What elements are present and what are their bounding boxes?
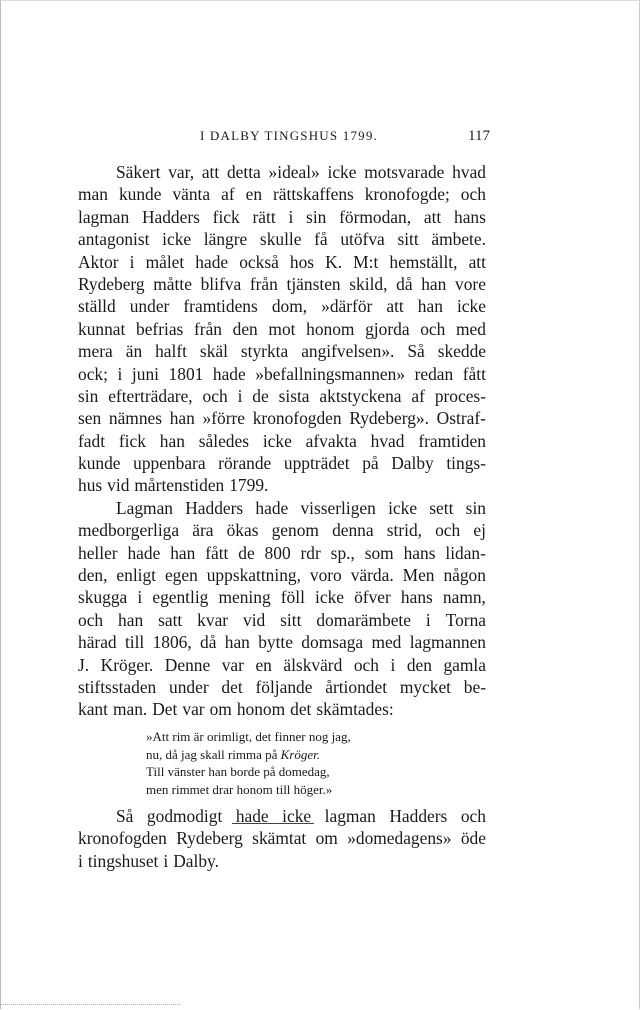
text-line (78, 340, 486, 362)
word: det (290, 699, 312, 720)
word: hemställt, (389, 251, 458, 272)
word: hans (454, 206, 486, 227)
word: hade (235, 805, 269, 826)
word: värda. (350, 565, 394, 586)
text-line (78, 407, 486, 429)
word: längre (203, 229, 248, 250)
word: Rydeberg (176, 828, 243, 849)
word: Hadders (141, 206, 200, 227)
word: fick (118, 430, 146, 451)
text-line (78, 273, 486, 295)
word: redan (414, 363, 454, 384)
word: honom (236, 699, 286, 720)
word: be- (463, 676, 486, 697)
word: i (78, 850, 83, 871)
word: kronofogden (252, 408, 342, 429)
word: en (245, 184, 263, 205)
text-line (78, 318, 486, 340)
word: juni (131, 363, 159, 384)
word: icke (282, 805, 312, 826)
word: hos (289, 251, 315, 272)
verse-line: »Att rim är orimligt, det finner nog jag, (146, 728, 351, 744)
word: Aktor (78, 251, 119, 272)
word: hade (195, 251, 229, 272)
word: han (421, 273, 447, 294)
word: »domedagens» (347, 828, 452, 849)
word: årtiondet (325, 676, 388, 697)
word: 800 (264, 542, 291, 563)
verse-line-text: nu, då jag skall rimma på (146, 746, 278, 762)
word: skedde (437, 341, 486, 362)
word: målet (145, 251, 185, 272)
word: fick (212, 206, 240, 227)
word: Rydeberg». (349, 408, 429, 429)
word: uppskattning, (206, 565, 301, 586)
word: icke (315, 587, 344, 608)
word: han (169, 408, 195, 429)
word: och (353, 654, 379, 675)
word: än (125, 341, 143, 362)
word: K. (325, 251, 343, 272)
word: heller (78, 542, 118, 563)
word: icke (262, 430, 292, 451)
word: hvad (370, 430, 405, 451)
word: och (460, 184, 486, 205)
word: kunde (118, 184, 162, 205)
word: motsvarade (364, 162, 445, 182)
word: sin (465, 497, 486, 518)
text-line (78, 698, 486, 720)
word: måtte (153, 273, 192, 294)
word: »förre (202, 408, 246, 429)
word: 1801 (168, 363, 204, 384)
word: kvar (197, 609, 229, 630)
word: ock; (78, 363, 108, 384)
word: domarämbete (316, 609, 411, 630)
word: uppträdet (283, 453, 350, 474)
word: från (249, 273, 278, 294)
word: befrias (136, 318, 184, 339)
word: ej (473, 520, 486, 541)
word: under (129, 296, 170, 317)
word: icke (162, 229, 192, 250)
word: någon (443, 565, 486, 586)
word: ökas (226, 520, 259, 541)
word: mycket (399, 676, 451, 697)
word: Dalby. (173, 850, 219, 871)
word: i (129, 251, 135, 272)
word: afvakta (305, 430, 357, 451)
text-line (78, 676, 486, 698)
word: det (221, 676, 243, 697)
word: domsaga (301, 632, 364, 653)
word: ära (192, 520, 214, 541)
text-line (78, 519, 486, 541)
text-line (78, 206, 486, 228)
word: icke (327, 162, 357, 182)
paragraph-2 (78, 497, 486, 721)
word: namn, (442, 587, 486, 608)
word: att (386, 296, 404, 317)
word: nämnes (108, 408, 163, 429)
word: i (425, 609, 431, 630)
verse-line: Till vänster han borde på domedag, (146, 764, 330, 780)
word: blifva (200, 273, 242, 294)
word: att (468, 251, 486, 272)
word: styrkta (240, 341, 289, 362)
word: Säkert (116, 162, 161, 182)
word: i (137, 587, 143, 608)
word: var (221, 654, 244, 675)
word: Ostraf- (436, 408, 486, 429)
word: mot (268, 318, 296, 339)
text-line (78, 564, 486, 586)
word: hus (78, 475, 103, 496)
paragraph-1 (78, 161, 486, 497)
word: tjänsten (286, 273, 341, 294)
word: sin (306, 206, 327, 227)
word: om (315, 828, 338, 849)
word: och (202, 385, 228, 406)
word: fått (205, 542, 229, 563)
word: rättskaffens (273, 184, 354, 205)
text-line (78, 251, 486, 273)
word: var, (168, 162, 195, 182)
word: lagman (78, 206, 130, 227)
word: Så (116, 805, 134, 826)
word: »ideal» (268, 162, 320, 182)
word: Lagman (116, 497, 173, 518)
word: således (198, 430, 249, 451)
word: bytte (258, 632, 293, 653)
word: skugga (78, 587, 128, 608)
word: vänta (172, 184, 211, 205)
word: få (314, 229, 328, 250)
word: den (232, 318, 258, 339)
word: var (182, 699, 205, 720)
word: Hadders (185, 497, 244, 518)
word: hans (400, 587, 433, 608)
running-header (78, 128, 490, 150)
word: om (209, 699, 232, 720)
word: Det (152, 699, 178, 720)
word: på (362, 453, 379, 474)
word: då (200, 632, 217, 653)
verse (78, 728, 486, 799)
word: denna (332, 520, 374, 541)
word: kronofogde; (364, 184, 450, 205)
word: utöfva (340, 229, 385, 250)
word: sitt (280, 609, 302, 630)
text-line (78, 385, 486, 407)
word: Kröger. (100, 654, 154, 675)
word: med (371, 632, 402, 653)
text-line (78, 631, 486, 653)
word: att (423, 206, 442, 227)
word: som (364, 542, 394, 563)
word: kant (78, 699, 108, 720)
word: tingshuset (87, 850, 159, 871)
word: från (193, 318, 222, 339)
word: lidan- (445, 542, 486, 563)
word: skild, (349, 273, 388, 294)
word: egentlig (152, 587, 209, 608)
body-text (78, 161, 486, 872)
word: och (435, 520, 461, 541)
word: till (124, 632, 145, 653)
word: antagonist (78, 229, 150, 250)
word: icke (456, 296, 486, 317)
text-line (78, 609, 486, 631)
word: Rydeberg (78, 273, 145, 294)
word: hade (127, 542, 161, 563)
word: kunde (78, 453, 121, 474)
word: lagman (324, 805, 376, 826)
text-line (78, 827, 486, 849)
text-line (78, 586, 486, 608)
word: gjorda (365, 318, 410, 339)
word: uppenbara (133, 453, 206, 474)
word: en (255, 654, 272, 675)
word: också (239, 251, 279, 272)
word: fått (462, 363, 486, 384)
word: genom (271, 520, 319, 541)
word: under (169, 676, 209, 697)
word: den, (78, 565, 108, 586)
word: godmodigt (146, 805, 223, 826)
word: fadt (78, 430, 106, 451)
word: proces- (434, 385, 486, 406)
word: de (238, 542, 255, 563)
word: Så (407, 341, 425, 362)
word: följande (255, 676, 313, 697)
word: sett (429, 497, 454, 518)
word: af (411, 385, 425, 406)
word: angifvelsen». (301, 341, 395, 362)
word: sista (278, 385, 310, 406)
running-title: I DALBY TINGSHUS 1799. (199, 128, 379, 143)
word: af (221, 184, 235, 205)
word: visserligen (300, 497, 376, 518)
word: tings- (446, 453, 486, 474)
word: voro (309, 565, 342, 586)
word: och (460, 805, 486, 826)
section-end-rule (232, 823, 314, 824)
word: rörande (218, 453, 272, 474)
word: vid (107, 475, 130, 496)
word: lagmannen (409, 632, 486, 653)
word: i (163, 850, 169, 871)
word: de (252, 385, 269, 406)
word: aktstyckena (319, 385, 402, 406)
word: att (201, 162, 220, 182)
word: 1806, (152, 632, 192, 653)
word: »därför (321, 296, 373, 317)
word: gamla (443, 654, 486, 675)
text-line (78, 452, 486, 474)
word: egen (164, 565, 198, 586)
word: man (78, 184, 108, 205)
word: efterträdare, (108, 385, 193, 406)
word: mera (78, 341, 113, 362)
text-line (78, 474, 486, 496)
paragraph-3 (78, 805, 486, 872)
word: honom (306, 318, 355, 339)
text-line (78, 363, 486, 385)
word: Denne (164, 654, 211, 675)
word: och (78, 609, 104, 630)
word: enligt (116, 565, 157, 586)
word: hvad (452, 162, 486, 182)
word: älskvärd (283, 654, 343, 675)
word: då (396, 273, 413, 294)
word: i (237, 385, 243, 406)
word: han (159, 430, 185, 451)
text-line (78, 654, 486, 676)
word: 1799. (229, 475, 269, 496)
word: M:t (353, 251, 379, 272)
word: rdr (300, 542, 321, 563)
word: den (406, 654, 432, 675)
word: satt (158, 609, 183, 630)
word: härad (78, 632, 117, 653)
text-line (78, 430, 486, 452)
word: öfver (354, 587, 391, 608)
text-line (78, 161, 486, 183)
word: han (118, 609, 144, 630)
word: kunnat (78, 318, 126, 339)
word: J. (78, 654, 90, 675)
text-line (78, 850, 486, 872)
word: skämtades: (316, 699, 394, 720)
word: han (417, 296, 443, 317)
text-line (78, 228, 486, 250)
word: hade (255, 497, 289, 518)
word: man. (112, 699, 148, 720)
verse-line: men rimmet drar honom till höger.» (146, 782, 333, 798)
word: föll (280, 587, 305, 608)
text-line (78, 497, 486, 519)
word: detta (226, 162, 261, 182)
word: Hadders (389, 805, 448, 826)
word: mårtenstiden (134, 475, 225, 496)
word: rätt (252, 206, 276, 227)
word: skämtat (252, 828, 307, 849)
word: Men (402, 565, 435, 586)
word: ämbete. (431, 229, 486, 250)
text-line (78, 295, 486, 317)
word: framtiden (418, 430, 486, 451)
word: Torna (445, 609, 486, 630)
word: och (420, 318, 446, 339)
word: Dalby (391, 453, 434, 474)
word: med (455, 318, 486, 339)
word: medborgerliga (78, 520, 180, 541)
word: sen (78, 408, 102, 429)
word: vid (243, 609, 266, 630)
verse-italic-word: Kröger. (280, 746, 321, 762)
word: mening (218, 587, 271, 608)
verse-line (146, 746, 486, 764)
word: hans (403, 542, 436, 563)
word: framtidens (183, 296, 258, 317)
word: han (224, 632, 250, 653)
word: i (390, 654, 396, 675)
word: vore (455, 273, 486, 294)
word: »befallningsmannen» (255, 363, 406, 384)
word: kronofogden (78, 828, 167, 849)
word: hade (212, 363, 246, 384)
word: öde (460, 828, 486, 849)
scan-edge-dots (0, 1004, 180, 1005)
word: sitt (397, 229, 419, 250)
word: han (170, 542, 196, 563)
word: i (288, 206, 294, 227)
word: ställd (78, 296, 116, 317)
word: stiftsstaden (78, 676, 157, 697)
word: skulle (259, 229, 302, 250)
text-line (78, 183, 486, 205)
text-line (78, 542, 486, 564)
page-number: 117 (468, 128, 490, 144)
word: skäl (199, 341, 228, 362)
word: dom, (271, 296, 308, 317)
word: förmodan, (339, 206, 412, 227)
word: halft (155, 341, 187, 362)
word: strid, (386, 520, 422, 541)
word: icke (388, 497, 418, 518)
word: sp., (330, 542, 355, 563)
word: i (117, 363, 123, 384)
word: sin (78, 385, 99, 406)
